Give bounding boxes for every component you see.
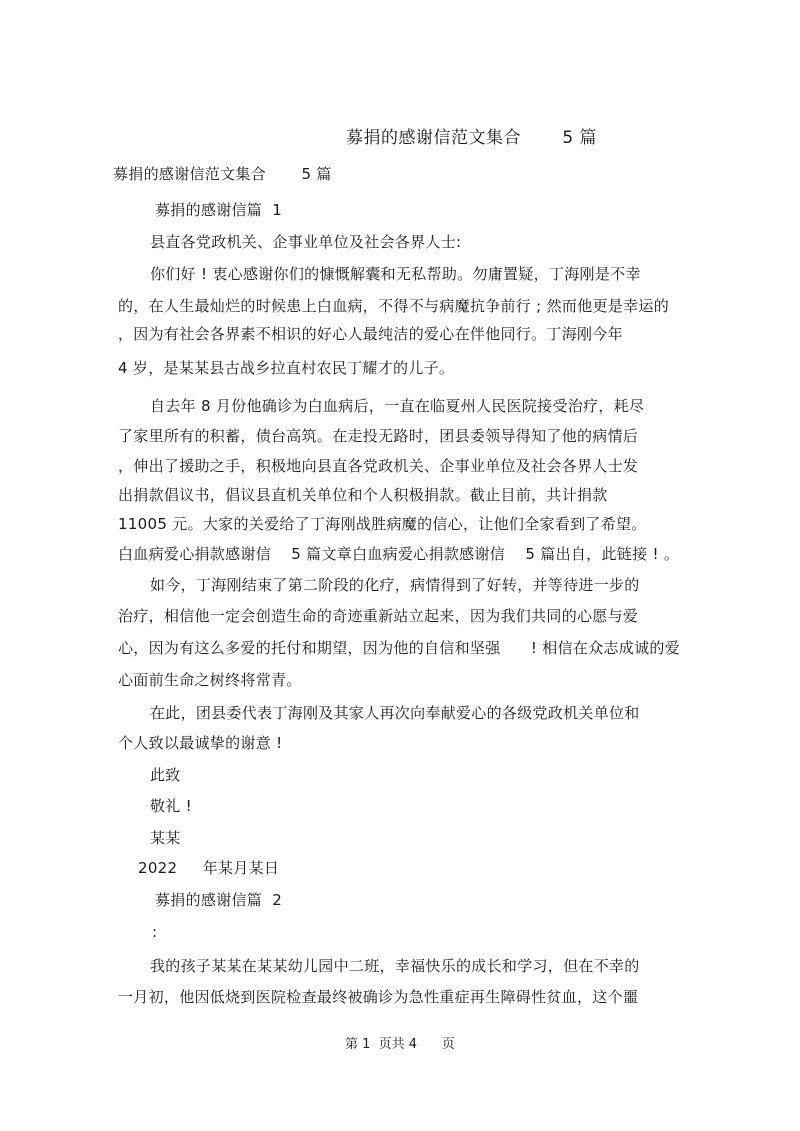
paragraph-line: 你们好 ! 衷心感谢你们的慷慨解囊和无私帮助。勿庸置疑，丁海刚是不幸 [150, 265, 641, 283]
paragraph-line: 自去年 8 月份他确诊为白血病后，一直在临夏州人民医院接受治疗，耗尽 [150, 397, 645, 415]
page-title: 募捐的感谢信范文集合 5 篇 [346, 128, 598, 148]
paragraph-line: 的，在人生最灿烂的时候患上白血病，不得不与病魔抗争前行 ; 然而他更是幸运的 [118, 297, 669, 315]
letter-salutation: 县直各党政机关、企事业单位及社会各界人士: [150, 233, 462, 251]
paragraph-line: 出捐款倡议书，倡议县直机关单位和个人积极捐款。截止目前，共计捐款 [118, 486, 608, 504]
letter-heading: 募捐的感谢信篇 2 [155, 891, 283, 909]
paragraph-line: 我的孩子某某在某某幼儿园中二班，幸福快乐的成长和学习，但在不幸的 [150, 957, 640, 975]
page-footer: 第 1 页共 4 页 [345, 1037, 455, 1052]
paragraph-line: 白血病爱心捐款感谢信 5 篇文章白血病爱心捐款感谢信 5 篇出自，此链接 ! 。 [118, 545, 680, 563]
paragraph-line: 在此，团县委代表丁海刚及其家人再次向奉献爱心的各级党政机关单位和 [150, 704, 640, 722]
closing-line: 此致 [150, 766, 181, 784]
paragraph-line: 个人致以最诚挚的谢意 ! [118, 734, 283, 752]
paragraph-line: 心面前生命之树终将常青。 [118, 671, 302, 689]
paragraph-line: 治疗，相信他一定会创造生命的奇迹重新站立起来，因为我们共同的心愿与爱 [118, 607, 639, 625]
paragraph-line: 一月初，他因低烧到医院检查最终被确诊为急性重症再生障碍性贫血，这个噩 [118, 988, 639, 1006]
closing-line: 敬礼 ! [150, 797, 192, 815]
document-subtitle: 募捐的感谢信范文集合 5 篇 [113, 165, 332, 183]
signer-name: 某某 [150, 829, 181, 847]
paragraph-line: 4 岁，是某某县古战乡拉直村农民丁耀才的儿子。 [118, 359, 455, 377]
paragraph-line: ，伸出了援助之手，积极地向县直各党政机关、企事业单位及社会各界人士发 [118, 457, 639, 475]
letter-date: 2022 年某月某日 [138, 859, 280, 877]
letter-heading: 募捐的感谢信篇 1 [155, 201, 283, 219]
paragraph-line: 如今，丁海刚结束了第二阶段的化疗，病情得到了好转，并等待进一步的 [150, 576, 640, 594]
paragraph-line: 心，因为有这么多爱的托付和期望，因为他的自信和坚强 ! 相信在众志成诚的爱 [118, 639, 680, 657]
letter-salutation: : [152, 923, 158, 941]
paragraph-line: 了家里所有的积蓄，债台高筑。在走投无路时，团县委领导得知了他的病情后 [118, 427, 639, 445]
paragraph-line: 11005 元。大家的关爱给了丁海刚战胜病魔的信心，让他们全家看到了希望。 [118, 515, 647, 533]
paragraph-line: ，因为有社会各界素不相识的好心人最纯洁的爱心在伴他同行。丁海刚今年 [118, 325, 623, 343]
